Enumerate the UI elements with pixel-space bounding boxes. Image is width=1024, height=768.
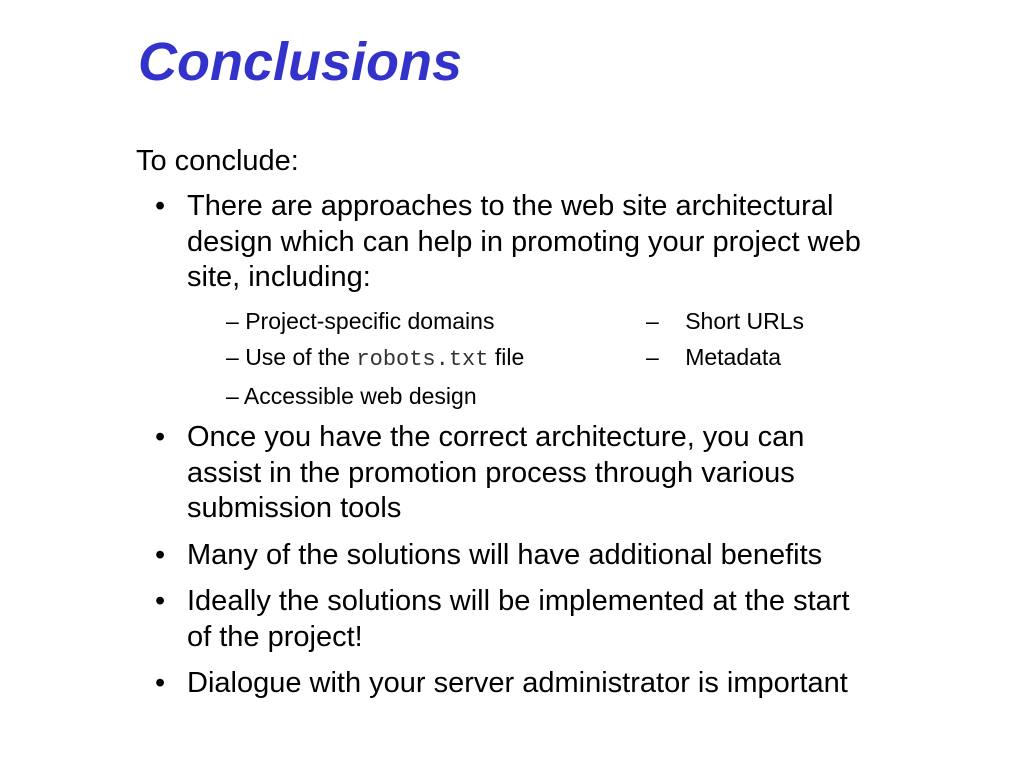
dash-icon: –	[646, 308, 659, 334]
subitem-robots	[226, 342, 524, 375]
dash-icon: –	[226, 383, 239, 409]
bullet-icon: •	[155, 585, 166, 617]
subitem-project-domains	[226, 306, 494, 336]
bullet-line: site, including:	[187, 261, 371, 293]
subitem-accessible	[226, 381, 477, 411]
bullet-item	[155, 189, 861, 296]
subitem-short-urls	[646, 306, 804, 336]
dash-icon: –	[226, 308, 239, 334]
bullet-icon: •	[155, 421, 166, 453]
bullet-icon: •	[155, 190, 166, 222]
subitem-label: Accessible web design	[243, 383, 477, 409]
bullet-icon: •	[155, 539, 166, 571]
subitem-label: file	[494, 344, 525, 370]
subitem-metadata	[646, 342, 781, 372]
bullet-item	[155, 538, 823, 574]
subitem-label: Project-specific domains	[245, 308, 495, 334]
bullet-item	[155, 584, 850, 655]
bullet-line: Dialogue with your server administrator is important	[187, 667, 848, 699]
bullet-line: There are approaches to the web site architectural	[187, 190, 834, 222]
bullet-icon: •	[155, 667, 166, 699]
subitem-label: Metadata	[685, 344, 782, 370]
bullet-line: assist in the promotion process through various	[187, 456, 795, 489]
bullet-line: of the project!	[187, 620, 363, 653]
bullet-line: Many of the solutions will have additional benefits	[187, 539, 823, 571]
subitem-label: Use of the	[245, 344, 351, 370]
bullet-line: submission tools	[187, 492, 402, 524]
robots-code: robots.txt	[356, 347, 489, 372]
subitem-label: Short URLs	[685, 308, 805, 334]
slide-title: Conclusions	[138, 32, 463, 92]
bullet-line: Once you have the correct architecture, you can	[187, 421, 805, 453]
bullet-line: design which can help in promoting your project web	[187, 225, 861, 258]
bullet-item	[155, 666, 848, 702]
bullet-item	[155, 420, 805, 527]
intro-text: To conclude:	[136, 145, 299, 177]
dash-icon: –	[226, 344, 239, 370]
bullet-line: Ideally the solutions will be implemented at the start	[187, 585, 850, 617]
dash-icon: –	[646, 344, 659, 370]
